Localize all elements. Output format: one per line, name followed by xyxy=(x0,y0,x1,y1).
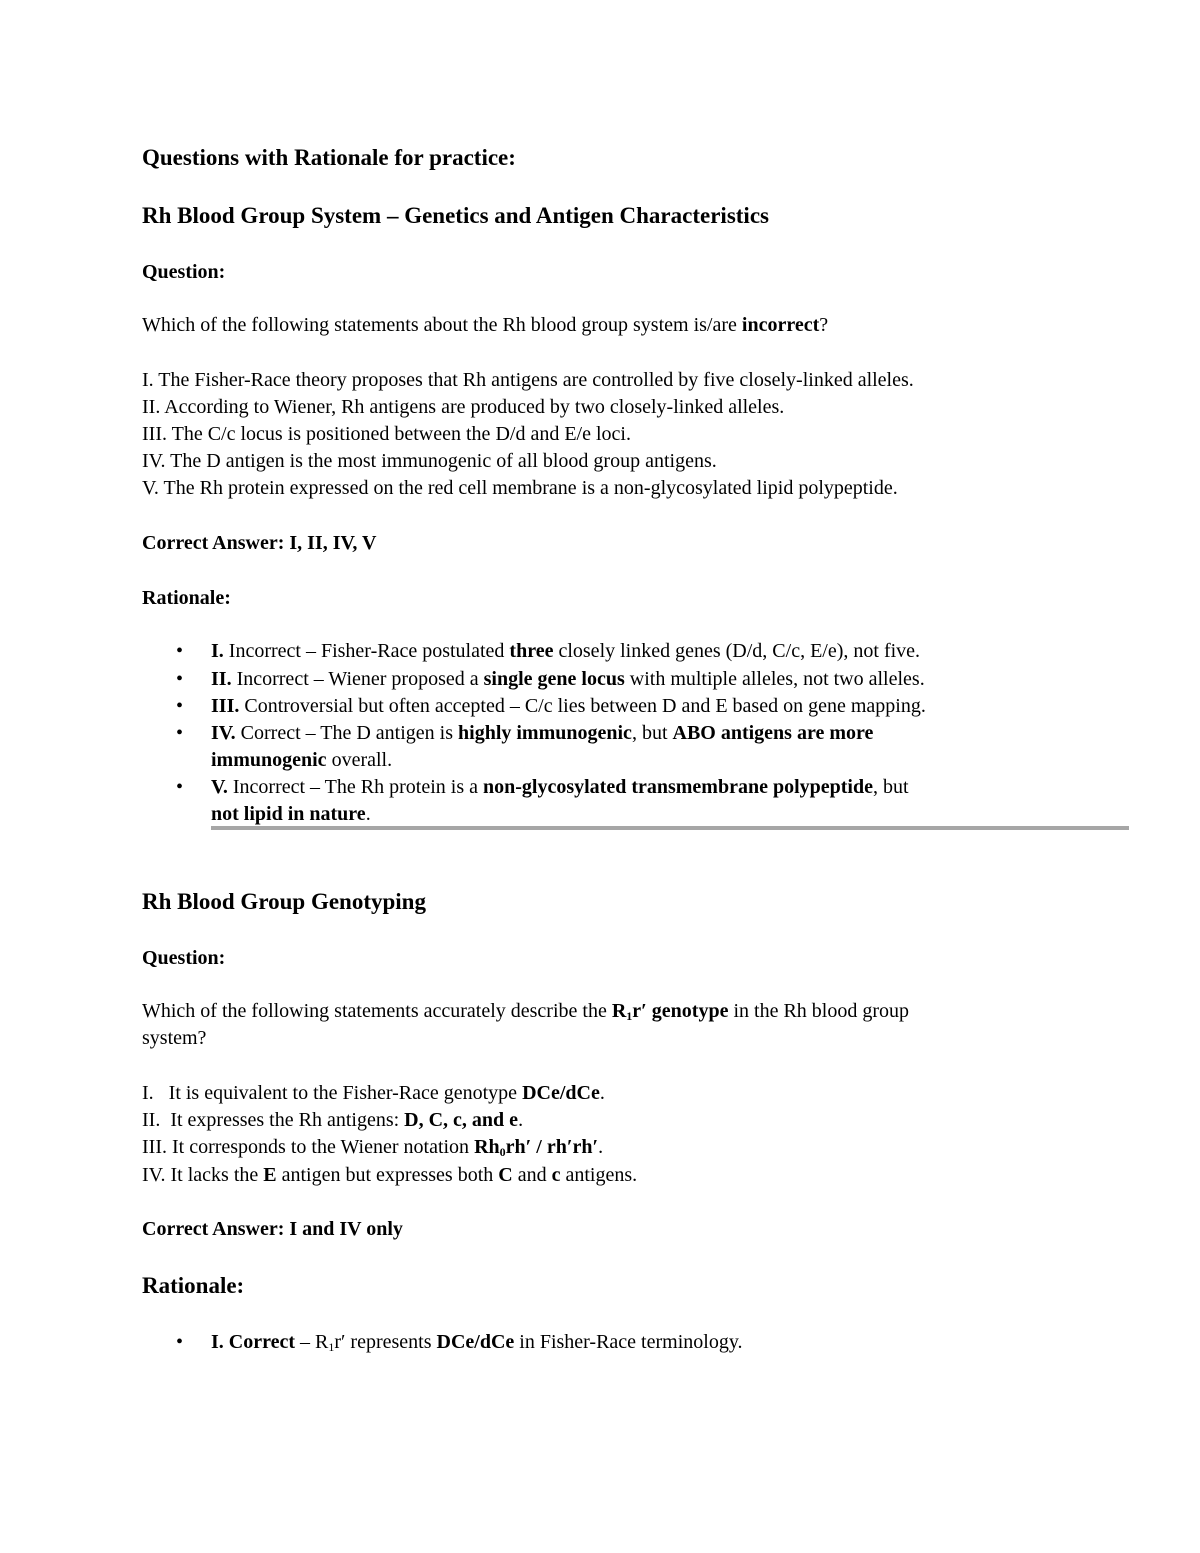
section1-heading: Rh Blood Group System – Genetics and Antigen Characteristics xyxy=(142,203,769,228)
genotype-statement-4: IV. It lacks the E antigen but expresses both C and c antigens. xyxy=(142,1164,638,1186)
bullet-icon: • xyxy=(176,776,184,798)
genotype-statement-2: II. It expresses the Rh antigens: D, C, c, and e. xyxy=(142,1109,524,1131)
section1-correct-answer: Correct Answer: I, II, IV, V xyxy=(142,532,377,554)
statement-1: I. The Fisher-Race theory proposes that Rh antigens are controlled by five closely-linked alleles. xyxy=(142,369,914,391)
bullet-icon: • xyxy=(176,640,184,662)
section1-question-text: Which of the following statements about the Rh blood group system is/are incorrect? xyxy=(142,314,829,336)
bullet-icon: • xyxy=(176,668,184,690)
statement-2: II. According to Wiener, Rh antigens are produced by two closely-linked alleles. xyxy=(142,396,785,418)
genotype-statement-3: III. It corresponds to the Wiener notation $Rh_0rh' / rh'rh'$. xyxy=(142,1136,604,1159)
rationale-item-5-cont: not lipid in nature. xyxy=(211,803,371,825)
document-title: Questions with Rationale for practice: xyxy=(142,145,516,170)
section2-question-text-cont: system? xyxy=(142,1027,207,1049)
section2-rationale-label: Rationale: xyxy=(142,1273,245,1298)
rationale-item-2: II. Incorrect – Wiener proposed a single gene locus with multiple alleles, not two alleles. xyxy=(211,668,925,690)
rationale-item-4: IV. Correct – The D antigen is highly immunogenic, but ABO antigens are more xyxy=(211,722,874,744)
horizontal-divider xyxy=(211,826,1129,830)
genotype-rationale-item-1: I. Correct – $R_1r'$ represents DCe/dCe in Fisher-Race terminology. xyxy=(211,1331,743,1354)
section2-correct-answer: Correct Answer: I and IV only xyxy=(142,1218,403,1240)
section2-heading: Rh Blood Group Genotyping xyxy=(142,889,426,914)
genotype-statement-1: I. It is equivalent to the Fisher-Race genotype DCe/dCe. xyxy=(142,1082,605,1104)
statement-5: V. The Rh protein expressed on the red cell membrane is a non-glycosylated lipid polypeptide. xyxy=(142,477,898,499)
section2-question-text: Which of the following statements accurately describe the $R_1r'$ genotype in the Rh blood group xyxy=(142,1000,909,1023)
rationale-item-3: III. Controversial but often accepted – C/c lies between D and E based on gene mapping. xyxy=(211,695,926,717)
statement-4: IV. The D antigen is the most immunogenic of all blood group antigens. xyxy=(142,450,717,472)
rationale-item-4-cont: immunogenic overall. xyxy=(211,749,393,771)
section1-rationale-label: Rationale: xyxy=(142,587,231,609)
bullet-icon: • xyxy=(176,1331,184,1353)
rationale-item-1: I. Incorrect – Fisher-Race postulated three closely linked genes (D/d, C/c, E/e), not five. xyxy=(211,640,921,662)
section2-question-label: Question: xyxy=(142,947,226,969)
statement-3: III. The C/c locus is positioned between the D/d and E/e loci. xyxy=(142,423,631,445)
bullet-icon: • xyxy=(176,722,184,744)
section1-question-label: Question: xyxy=(142,261,226,283)
rationale-item-5: V. Incorrect – The Rh protein is a non-glycosylated transmembrane polypeptide, but xyxy=(211,776,909,798)
bullet-icon: • xyxy=(176,695,184,717)
